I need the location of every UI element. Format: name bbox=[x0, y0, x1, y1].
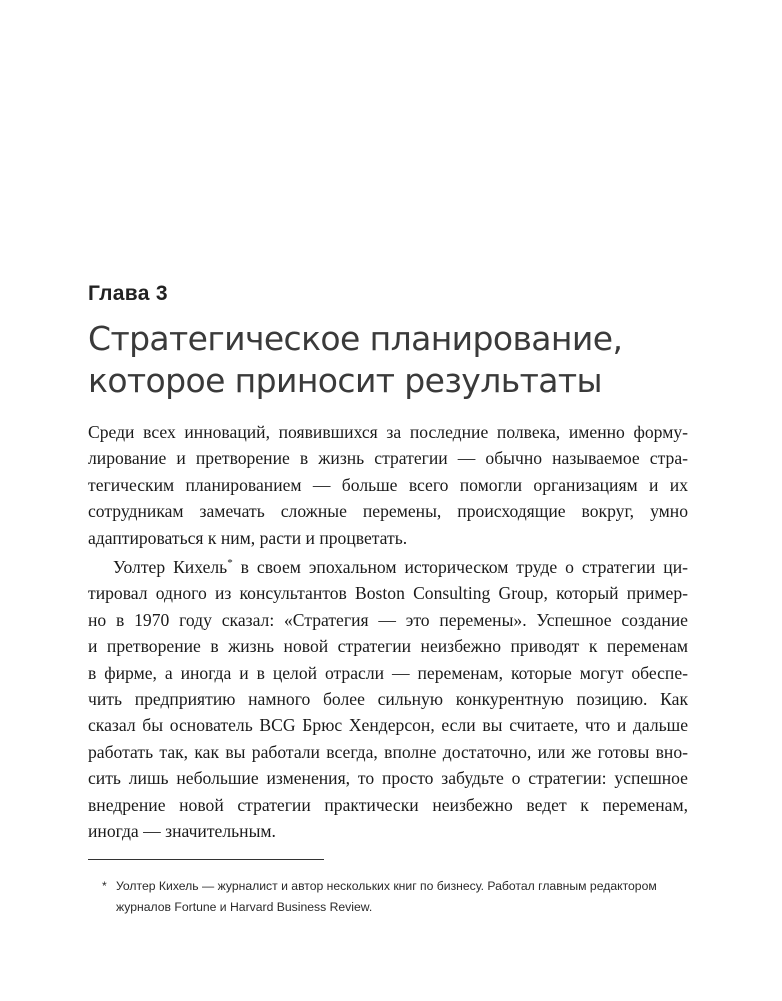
chapter-title bbox=[88, 318, 622, 402]
text-fragment: в своем эпохальном историческом труде о стратегии ци- bbox=[232, 557, 688, 578]
text-line: тировал одного из консультантов Boston Consulting Group, который пример- bbox=[88, 583, 688, 604]
text-line: работать так, как вы работали всегда, вполне достаточно, или же готовы вно- bbox=[88, 741, 688, 762]
chapter-label: Глава 3 bbox=[88, 282, 168, 305]
footnote-line: Уолтер Кихель — журналист и автор нескольких книг по бизнесу. Работал главным редактором bbox=[116, 879, 657, 893]
text-line: сить лишь небольшие изменения, то просто забудьте о стратегии: успешное bbox=[88, 768, 688, 789]
text-line: сотрудникам замечать сложные перемены, происходящие вокруг, умно bbox=[88, 501, 688, 522]
text-line: сказал бы основатель BCG Брюс Хендерсон, если вы считаете, что и дальше bbox=[88, 715, 688, 736]
text-line: чить предприятию намного более сильную конкурентную позицию. Как bbox=[88, 689, 688, 710]
chapter-title-line: которое приносит результаты bbox=[88, 361, 602, 400]
text-line: иногда — значительным. bbox=[88, 821, 276, 842]
footnote-divider bbox=[88, 859, 324, 860]
footnote-marker: * bbox=[102, 879, 107, 893]
text-line: Среди всех инноваций, появившихся за последние полвека, именно форму- bbox=[88, 422, 688, 442]
text-line: в фирме, а иногда и в целой отрасли — переменам, которые могут обеспе- bbox=[88, 662, 688, 683]
footnote-line: журналов Fortune и Harvard Business Review. bbox=[116, 900, 373, 914]
text-line: лирование и претворение в жизнь стратегии — обычно называемое стра- bbox=[88, 448, 688, 469]
text-line: и претворение в жизнь новой стратегии неизбежно приводят к переменам bbox=[88, 636, 688, 657]
paragraph-1 bbox=[88, 419, 688, 551]
author-name: Уолтер Кихель bbox=[113, 557, 228, 578]
text-line: внедрение новой стратегии практически неизбежно ведет к переменам, bbox=[88, 794, 688, 815]
text-line: адаптироваться к ним, расти и процветать. bbox=[88, 527, 408, 548]
text-line: но в 1970 году сказал: «Стратегия — это перемены». Успешное создание bbox=[88, 609, 688, 630]
text-line bbox=[88, 554, 688, 580]
footnote-reference[interactable]: * bbox=[227, 557, 233, 570]
chapter-title-line: Стратегическое планирование, bbox=[88, 319, 623, 358]
paragraph-2 bbox=[88, 554, 688, 844]
text-line: тегическим планированием — больше всего помогли организациям и их bbox=[88, 474, 688, 495]
body-text bbox=[88, 419, 688, 845]
footnote bbox=[102, 876, 686, 918]
